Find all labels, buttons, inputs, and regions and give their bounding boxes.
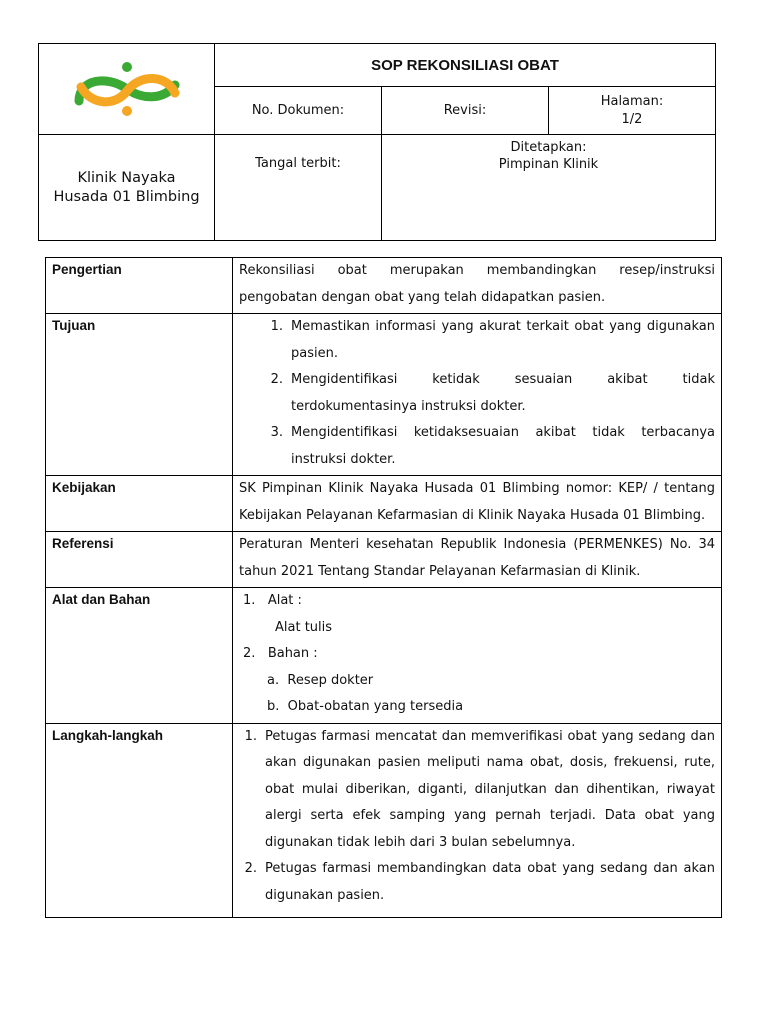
- clinic-name: [39, 135, 215, 241]
- pimpinan-klinik-label: Pimpinan Klinik: [498, 157, 599, 172]
- row-pengertian: [46, 258, 722, 314]
- header-table: [38, 43, 716, 241]
- tujuan-label: Tujuan: [46, 314, 233, 476]
- document-title: SOP REKONSILIASI OBAT: [215, 44, 716, 87]
- row-alat-bahan: [46, 588, 722, 724]
- list-item: 3. Mengidentifikasi ketidaksesuaian akibat tidak terbacanya instruksi dokter.: [270, 425, 715, 467]
- clinic-logo-icon: [71, 57, 183, 117]
- ditetapkan-cell: [382, 135, 716, 241]
- logo-cell: [39, 44, 215, 135]
- referensi-text: Peraturan Menteri kesehatan Republik Indonesia (PERMENKES) No. 34 tahun 2021 Tentang Standar Pelayanan Kefarmasian di Klinik.: [233, 532, 722, 588]
- list-item: 2. Mengidentifikasi ketidak sesuaian akibat tidak terdokumentasinya instruksi dokter.: [270, 372, 715, 414]
- list-item: 1. Memastikan informasi yang akurat terkait obat yang digunakan pasien.: [270, 319, 715, 361]
- pengertian-label: Pengertian: [46, 258, 233, 314]
- clinic-name-line1: Klinik Nayaka: [77, 169, 176, 186]
- alat-bahan-label: Alat dan Bahan: [46, 588, 233, 724]
- revisi-label: Revisi:: [382, 87, 549, 135]
- kebijakan-label: Kebijakan: [46, 476, 233, 532]
- list-item: 2. Petugas farmasi membandingkan data obat yang sedang dan akan digunakan pasien.: [244, 861, 715, 903]
- halaman-cell: [549, 87, 716, 135]
- alat-label: Alat :: [267, 593, 302, 608]
- row-referensi: [46, 532, 722, 588]
- langkah-label: Langkah-langkah: [46, 723, 233, 918]
- ditetapkan-label: Ditetapkan:: [510, 140, 587, 155]
- kebijakan-text: SK Pimpinan Klinik Nayaka Husada 01 Blimbing nomor: KEP/ / tentang Kebijakan Pelayanan Kefarmasian di Klinik Nayaka Husada 01 Blimbing.: [233, 476, 722, 532]
- no-dokumen-label: No. Dokumen:: [215, 87, 382, 135]
- sop-content-table: [45, 257, 722, 918]
- list-item: a. Resep dokter: [267, 672, 374, 688]
- clinic-name-line2: Husada 01 Blimbing: [53, 188, 200, 205]
- row-kebijakan: [46, 476, 722, 532]
- bahan-label: Bahan :: [267, 646, 318, 661]
- list-item: 1. Petugas farmasi mencatat dan memverifikasi obat yang sedang dan akan digunakan pasien meliputi nama obat, dosis, frekuensi, rute, obat mulai diberikan, diganti, dilanjutkan dan dihentikan, riwayat alergi serta efek samping yang pernah terjadi. Data obat yang digunakan tidak lebih dari 3 bulan sebelumnya.: [244, 728, 715, 850]
- tanggal-terbit-label: Tangal terbit:: [215, 135, 382, 241]
- halaman-label: Halaman:: [600, 93, 664, 109]
- alat-item: Alat tulis: [275, 619, 333, 635]
- alat-bahan-content: 1. Alat : Alat tulis 2. Bahan : a. Resep dokter b. Obat-obatan yang tersedia: [233, 588, 722, 724]
- row-tujuan: [46, 314, 722, 476]
- langkah-list: [233, 723, 722, 918]
- halaman-value: 1/2: [621, 111, 643, 127]
- pengertian-text: Rekonsiliasi obat merupakan membandingkan resep/instruksi pengobatan dengan obat yang telah didapatkan pasien.: [233, 258, 722, 314]
- tujuan-list: [233, 314, 722, 476]
- referensi-label: Referensi: [46, 532, 233, 588]
- row-langkah: [46, 723, 722, 918]
- list-item: b. Obat-obatan yang tersedia: [267, 699, 464, 714]
